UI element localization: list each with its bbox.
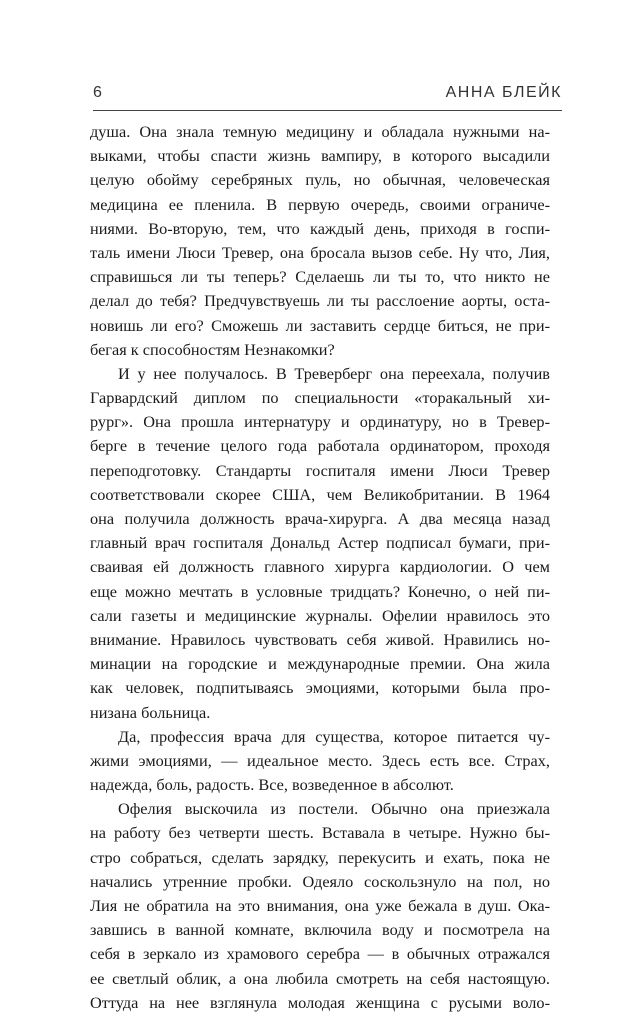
- running-title: АННА БЛЕЙК: [445, 84, 562, 101]
- text-line: таль имени Люси Тревер, она бросала вызов себе. Ну что, Лия,: [90, 242, 550, 262]
- text-line: сали газеты и медицинские журналы. Офелии нравилось это: [90, 605, 550, 625]
- text-line: выками, чтобы спасти жизнь вампиру, в которого высадили: [90, 146, 550, 166]
- text-line: Да, профессия врача для существа, которое питается чу-: [118, 726, 550, 746]
- text-line: начались утренние пробки. Одеяло соскользнуло на пол, но: [90, 871, 550, 891]
- text-line: бегая к способностям Незнакомки?: [90, 339, 335, 359]
- text-line: главный врач госпиталя Дональд Астер подписал бумаги, при-: [90, 533, 550, 553]
- text-line: на работу без четверти шесть. Вставала в четыре. Нужно бы-: [90, 823, 550, 843]
- text-line: себя в зеркало из храмового серебра — в обычных отражался: [90, 944, 550, 964]
- text-line: как человек, подпитываясь эмоциями, которыми была про-: [90, 678, 550, 698]
- text-line: минации на городские и международные премии. Она жила: [90, 654, 550, 674]
- text-line: Гарвардский диплом по специальности «торакальный хи-: [90, 388, 550, 408]
- text-line: жими эмоциями, — идеальное место. Здесь есть все. Страх,: [90, 750, 550, 770]
- text-line: берге в течение целого года работала ординатором, проходя: [90, 436, 550, 456]
- text-line: рург». Она прошла интернатуру и ординатуру, но в Тревер-: [90, 412, 550, 432]
- text-line: соответствовали скорее США, чем Великобритании. В 1964: [90, 484, 550, 504]
- paragraph: [90, 120, 550, 362]
- text-line: Оттуда на нее взглянула молодая женщина с русыми воло-: [90, 992, 550, 1012]
- text-line: целую обойму серебряных пуль, но обычная, человеческая: [90, 170, 550, 190]
- text-line: медицина ее пленила. В первую очередь, своими ограниче-: [90, 194, 550, 214]
- text-line: Офелия выскочила из постели. Обычно она приезжала: [118, 799, 550, 819]
- text-line: И у нее получалось. В Треверберг она переехала, получив: [118, 363, 550, 383]
- text-line: ниями. Во-вторую, тем, что каждый день, приходя в госпи-: [90, 218, 550, 238]
- paragraph: [90, 797, 550, 1015]
- text-line: делал до тебя? Предчувствуешь ли ты расслоение аорты, оста-: [90, 291, 550, 311]
- text-line: внимание. Нравилось чувствовать себя живой. Нравились но-: [90, 629, 550, 649]
- text-line: новишь ли его? Сможешь ли заставить сердце биться, не при-: [90, 315, 550, 335]
- text-line: Лия не обратила на это внимания, она уже бежала в душ. Ока-: [90, 896, 550, 915]
- text-line: справишься ли ты теперь? Сделаешь ли ты то, что никто не: [90, 267, 550, 287]
- text-line: низана больница.: [90, 702, 211, 722]
- text-line: завшись в ванной комнате, включила воду и посмотрела на: [90, 920, 550, 940]
- page-number: 6: [93, 84, 103, 101]
- text-line: стро собраться, сделать зарядку, перекусить и ехать, пока не: [90, 847, 550, 867]
- text-line: еще можно мечтать в условные тридцать? Конечно, о ней пи-: [90, 581, 550, 601]
- paragraph: [90, 725, 550, 798]
- text-line: надежда, боль, радость. Все, возведенное в абсолют.: [90, 775, 454, 795]
- page-header: [93, 84, 562, 111]
- paragraph: [90, 362, 550, 725]
- text-line: сваивая ей должность главного хирурга кардиологии. О чем: [90, 557, 550, 577]
- body-text: [90, 120, 550, 1015]
- text-line: она получила должность врача-хирурга. А два месяца назад: [90, 509, 550, 528]
- text-line: ее светлый облик, а она любила смотреть на себя настоящую.: [90, 968, 550, 988]
- text-line: переподготовку. Стандарты госпиталя имени Люси Тревер: [90, 460, 550, 480]
- text-line: душа. Она знала темную медицину и обладала нужными на-: [90, 122, 550, 141]
